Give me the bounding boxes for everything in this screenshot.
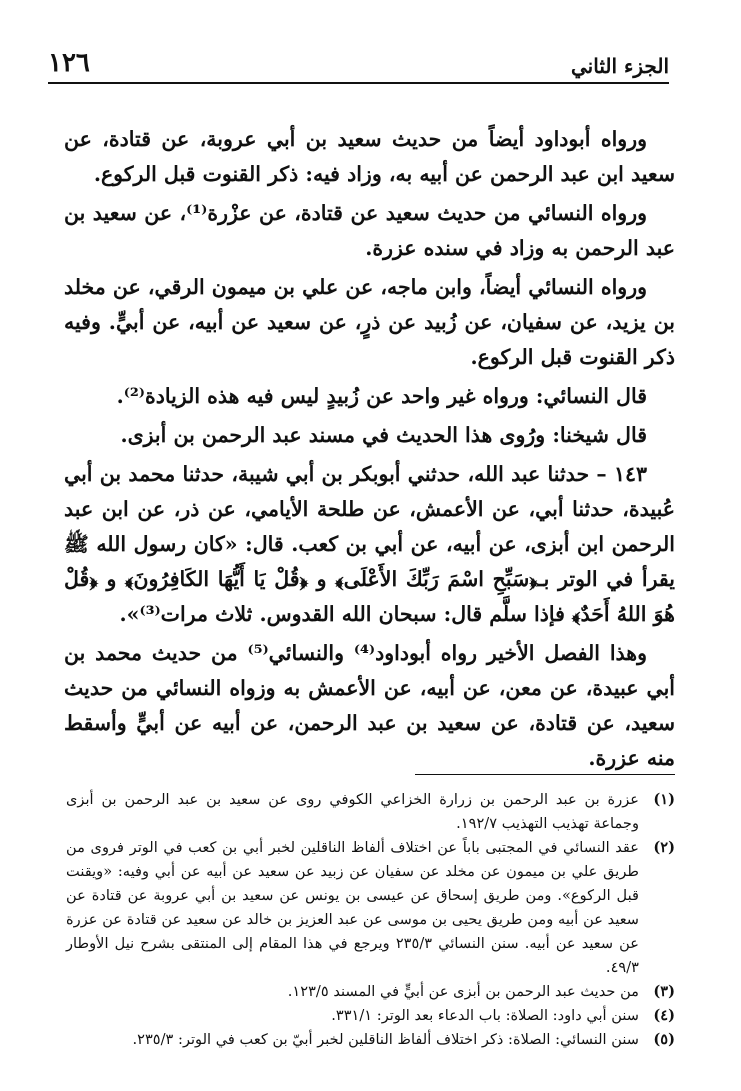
footnote-item bbox=[66, 836, 675, 980]
paragraph: ورواه أبوداود أيضاً من حديث سعيد بن أبي عروبة، عن قتادة، عن سعيد ابن عبد الرحمن عن أبيه به، وزاد فيه: ذكر القنوت قبل الركوع. bbox=[64, 127, 675, 186]
running-head: الجزء الثاني bbox=[571, 54, 669, 78]
footnote-separator bbox=[415, 774, 675, 775]
footnote-number: (١) bbox=[653, 791, 675, 808]
footnote-item bbox=[66, 980, 675, 1004]
footnote-item bbox=[66, 788, 675, 836]
paragraph: قال شيخنا: ورُوى هذا الحديث في مسند عبد الرحمن بن أبزى. bbox=[120, 423, 647, 447]
paragraph: وهذا الفصل الأخير رواه أبوداود⁽⁴⁾ والنسائي⁽⁵⁾ من حديث محمد بن أبي عبيدة، عن معن، عن أبيه، عن الأعمش به وزواه النسائي من حديث سعيد، عن قتادة، عن سعيد بن عبد الرحمن، عن أبيه عن أبيٍّ وأسقط منه عزرة. bbox=[64, 641, 675, 770]
footnote-text: عزرة بن عبد الرحمن بن زرارة الخزاعي الكوفي روى عن سعيد بن عبد الرحمن بن أبزى وجماعة تهذيب التهذيب ١٩٢/٧. bbox=[66, 791, 639, 832]
hadith-paragraph: ١٤٣ – حدثنا عبد الله، حدثني أبوبكر بن أبي شيبة، حدثنا محمد بن أبي عُبيدة، حدثنا أبي، عن الأعمش، عن طلحة الأيامي، عن ذر، عن ابن عبد الرحمن ابن أبزى، عن أبيه، عن أبي بن كعب. قال: «كان رسول الله ﷺ يقرأ في الوتر بـ﴿سَبِّحِ اسْمَ رَبِّكَ الأَعْلَى﴾ و ﴿قُلْ يَا أَيُّهَا الكَافِرُونَ﴾ و ﴿قُلْ هُوَ اللهُ أَحَدٌ﴾ فإذا سلَّم قال: سبحان الله القدوس. ثلاث مرات⁽³⁾». bbox=[64, 462, 675, 626]
footnote-text: عقد النسائي في المجتبى باباً عن اختلاف ألفاظ الناقلين لخبر أبي بن كعب في الوتر فروى من طريق علي بن ميمون عن مخلد عن سفيان عن زبيد عن سعيد عن أبيه عن أبي وفيه: «ويقنت قبل الركوع». ومن طريق إسحاق عن عيسى بن يونس عن سعيد بن أبي عروبة عن قتادة عن سعيد عن أبيه ومن طريق يحيى بن موسى عن عبد العزيز بن خالد عن سعيد عن قتادة عن عزرة عن سعيد عن أبيه. سنن النسائي ٢٣٥/٣ ويرجع في هذا المقام إلى المنتقى بشرح نيل الأوطار ٤٩/٣. bbox=[66, 839, 640, 976]
footnote-item bbox=[66, 1004, 675, 1028]
paragraph: قال النسائي: ورواه غير واحد عن زُبيدٍ ليس فيه هذه الزيادة⁽²⁾. bbox=[116, 384, 647, 408]
paragraph: ورواه النسائي أيضاً، وابن ماجه، عن علي بن ميمون الرقي، عن مخلد بن يزيد، عن سفيان، عن زُبيد عن ذرٍ، عن سعيد عن أبيه، عن أبيٍّ. وفيه ذكر القنوت قبل الركوع. bbox=[64, 275, 675, 369]
footnote-text: من حديث عبد الرحمن بن أبزى عن أبيٍّ في المسند ١٢٣/٥. bbox=[287, 983, 639, 1000]
paragraph: ورواه النسائي من حديث سعيد عن قتادة، عن عزْرة⁽¹⁾، عن سعيد بن عبد الرحمن به وزاد في سنده عزرة. bbox=[64, 201, 675, 260]
footnotes bbox=[66, 788, 675, 1052]
footnote-text: سنن أبي داود: الصلاة: باب الدعاء بعد الوتر: ٣٣١/١. bbox=[331, 1007, 639, 1024]
footnote-number: (٥) bbox=[653, 1031, 675, 1048]
footnote-text: سنن النسائي: الصلاة: ذكر اختلاف ألفاظ الناقلين لخبر أبيّ بن كعب في الوتر: ٢٣٥/٣. bbox=[132, 1031, 639, 1048]
page-number: ١٢٦ bbox=[48, 48, 90, 78]
page-header bbox=[48, 38, 669, 84]
main-text bbox=[64, 122, 675, 780]
footnote-item bbox=[66, 1028, 675, 1052]
footnote-number: (٢) bbox=[653, 839, 675, 856]
footnote-number: (٤) bbox=[653, 1007, 675, 1024]
footnote-number: (٣) bbox=[653, 983, 675, 1000]
